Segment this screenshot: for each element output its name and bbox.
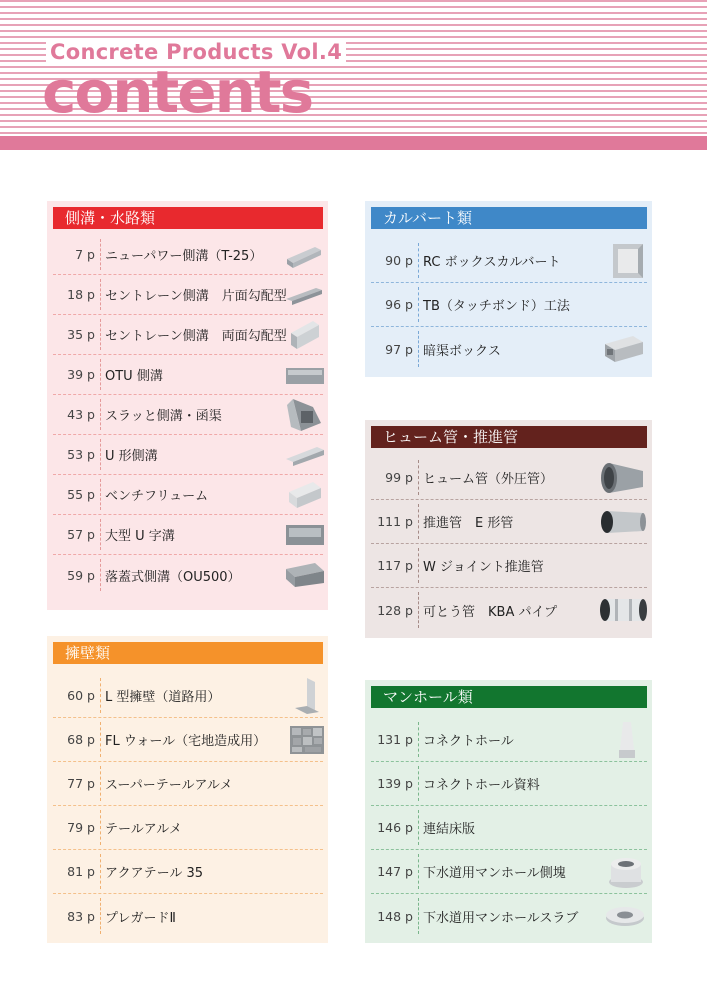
page-number: 55 p — [67, 487, 95, 502]
item-label: OTU 側溝 — [105, 369, 163, 384]
section-title: ヒューム管・推進管 — [371, 426, 647, 448]
manhole-slab-icon — [605, 904, 645, 928]
item-label: 可とう管 KBA パイプ — [423, 604, 558, 620]
page-number: 148 p — [377, 908, 413, 924]
item-label: U 形側溝 — [105, 449, 158, 464]
gutter-product-icon — [285, 284, 323, 306]
page-subtitle: Concrete Products Vol.4 — [46, 40, 346, 64]
item-label: FL ウォール（宅地造成用） — [105, 734, 267, 749]
item-label: ベンチフリューム — [105, 489, 209, 504]
item-label: 暗渠ボックス — [423, 343, 501, 359]
toc-item-59[interactable] — [53, 555, 323, 595]
toc-item-147[interactable] — [371, 850, 647, 894]
section-title: 擁壁類 — [53, 642, 323, 664]
toc-item-68[interactable] — [53, 718, 323, 762]
item-label: ヒューム管（外圧管） — [423, 472, 554, 487]
section-title: 側溝・水路類 — [53, 207, 323, 229]
toc-item-146[interactable] — [371, 806, 647, 850]
item-label: L 型擁壁（道路用） — [105, 690, 221, 705]
toc-item-83[interactable] — [53, 894, 323, 938]
toc-item-18[interactable] — [53, 275, 323, 315]
item-label: 大型 U 字溝 — [105, 529, 175, 544]
gutter-product-icon — [285, 561, 325, 589]
page-number: 90 p — [385, 253, 413, 268]
section-culvert — [365, 201, 652, 377]
page-number: 53 p — [67, 447, 95, 462]
connect-hole-icon — [617, 720, 637, 760]
item-label: コネクトホール — [423, 734, 514, 749]
toc-item-131[interactable] — [371, 718, 647, 762]
toc-item-55[interactable] — [53, 475, 323, 515]
page-number: 96 p — [385, 297, 413, 312]
item-label: 落蓋式側溝（OU500） — [105, 569, 241, 585]
page-number: 131 p — [377, 732, 413, 747]
page-number: 111 p — [377, 514, 413, 529]
manhole-ring-icon — [607, 854, 645, 890]
section-retaining-wall — [47, 636, 328, 943]
item-label: コネクトホール資料 — [423, 778, 540, 793]
gutter-product-icon — [285, 522, 325, 548]
gutter-product-icon — [285, 364, 325, 386]
gutter-product-icon — [287, 480, 323, 510]
item-label: セントレーン側溝 両面勾配型 — [105, 329, 287, 344]
toc-item-79[interactable] — [53, 806, 323, 850]
toc-item-35[interactable] — [53, 315, 323, 355]
toc-item-7[interactable] — [53, 235, 323, 275]
section-title: カルバート類 — [371, 207, 647, 229]
page-number: 43 p — [67, 407, 95, 422]
item-label: W ジョイント推進管 — [423, 560, 544, 575]
item-label: 下水道用マンホールスラブ — [423, 910, 579, 926]
flexible-pipe-icon — [599, 595, 647, 625]
page-number: 77 p — [67, 776, 95, 791]
gutter-product-icon — [287, 397, 323, 433]
page-number: 18 p — [67, 287, 95, 302]
page-number: 83 p — [67, 908, 95, 924]
page-number: 79 p — [67, 820, 95, 835]
toc-item-39[interactable] — [53, 355, 323, 395]
hume-pipe-icon — [599, 459, 645, 497]
gutter-product-icon — [285, 443, 325, 467]
toc-item-43[interactable] — [53, 395, 323, 435]
item-label: RC ボックスカルバート — [423, 255, 561, 270]
item-label: スーパーテールアルメ — [105, 778, 233, 793]
toc-item-99[interactable] — [371, 456, 647, 500]
page-number: 35 p — [67, 327, 95, 342]
jacking-pipe-icon — [599, 507, 647, 537]
retaining-wall-icon — [293, 676, 321, 716]
section-manhole — [365, 680, 652, 943]
page-number: 60 p — [67, 688, 95, 703]
page-number: 146 p — [377, 820, 413, 835]
section-gutter — [47, 201, 328, 610]
page-number: 81 p — [67, 864, 95, 879]
gutter-product-icon — [285, 241, 323, 269]
header-bar — [0, 136, 707, 150]
page-number: 7 p — [75, 247, 95, 262]
page-number: 68 p — [67, 732, 95, 747]
toc-item-81[interactable] — [53, 850, 323, 894]
page-number: 99 p — [385, 470, 413, 485]
page-number: 59 p — [67, 567, 95, 583]
toc-item-53[interactable] — [53, 435, 323, 475]
toc-item-128[interactable] — [371, 588, 647, 632]
page-title: contents — [42, 58, 313, 126]
page-number: 128 p — [377, 602, 413, 618]
item-label: テールアルメ — [105, 822, 182, 837]
item-label: プレガードⅡ — [105, 910, 176, 926]
toc-item-90[interactable] — [371, 239, 647, 283]
stone-wall-icon — [289, 724, 325, 756]
page-number: 139 p — [377, 776, 413, 791]
toc-item-77[interactable] — [53, 762, 323, 806]
toc-item-97[interactable] — [371, 327, 647, 371]
page-number: 147 p — [377, 864, 413, 879]
page-number: 117 p — [377, 558, 413, 573]
item-label: アクアテール 35 — [105, 866, 204, 881]
page-number: 57 p — [67, 527, 95, 542]
page-number: 39 p — [67, 367, 95, 382]
item-label: TB（タッチボンド）工法 — [423, 299, 570, 314]
toc-item-117[interactable] — [371, 544, 647, 588]
toc-item-139[interactable] — [371, 762, 647, 806]
item-label: ニューパワー側溝（T-25） — [105, 249, 263, 264]
toc-item-148[interactable] — [371, 894, 647, 938]
box-culvert-icon — [611, 241, 645, 281]
section-title: マンホール類 — [371, 686, 647, 708]
toc-item-96[interactable] — [371, 283, 647, 327]
page-number: 97 p — [385, 341, 413, 357]
item-label: スラッと側溝・函渠 — [105, 409, 222, 424]
item-label: 下水道用マンホール側塊 — [423, 866, 566, 881]
culvert-box-icon — [603, 334, 645, 364]
item-label: 連結床版 — [423, 822, 476, 837]
item-label: 推進管 E 形管 — [423, 516, 514, 531]
toc-item-60[interactable] — [53, 674, 323, 718]
section-hume-pipe — [365, 420, 652, 638]
toc-item-111[interactable] — [371, 500, 647, 544]
toc-item-57[interactable] — [53, 515, 323, 555]
gutter-product-icon — [289, 319, 321, 351]
item-label: セントレーン側溝 片面勾配型 — [105, 289, 287, 304]
